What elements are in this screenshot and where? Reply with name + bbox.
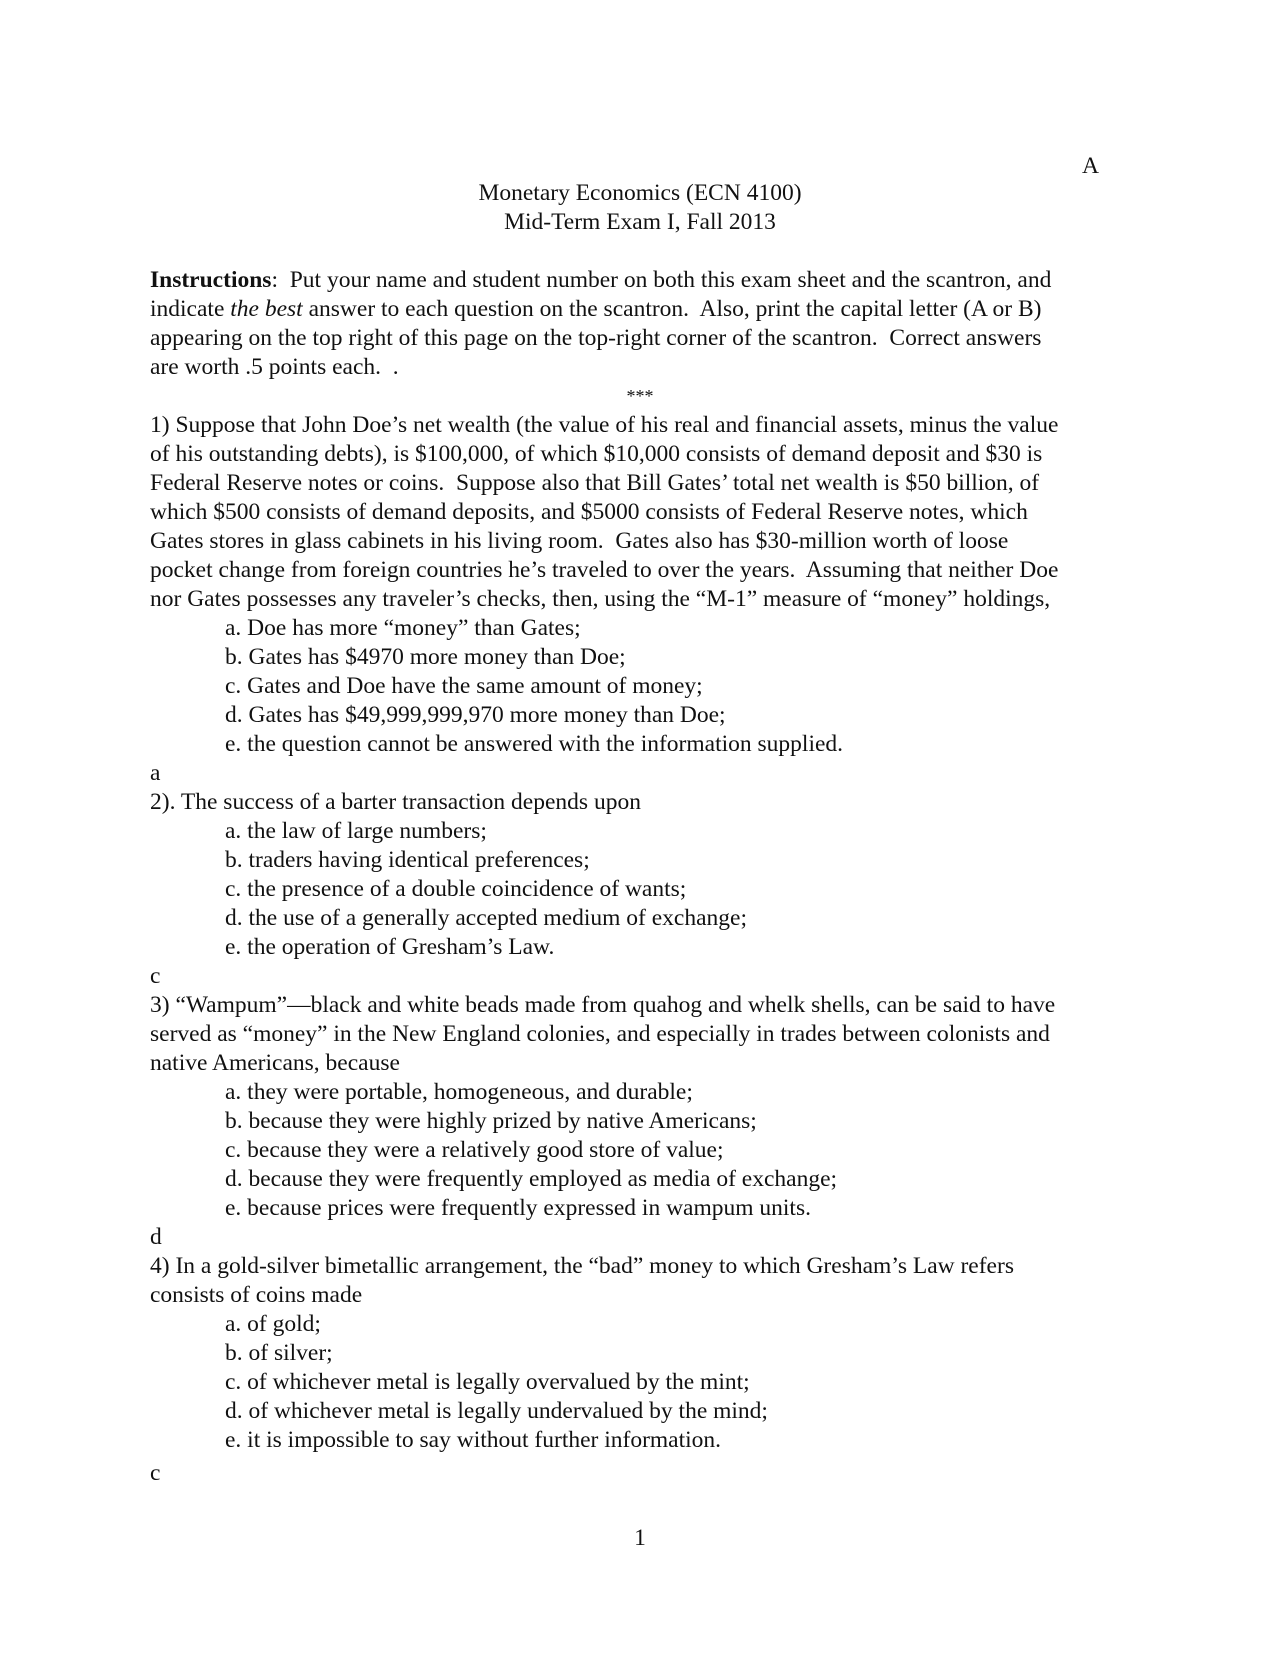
question-text-line: Federal Reserve notes or coins. Suppose also that Bill Gates’ total net wealth is $50 billion, of: [150, 470, 1040, 496]
page-number: 1: [634, 1525, 646, 1551]
answer-option: b. traders having identical preferences;: [225, 847, 590, 873]
answer-option: b. of silver;: [225, 1340, 333, 1366]
question-text-line: native Americans, because: [150, 1050, 400, 1076]
answer-key: a: [150, 760, 161, 786]
answer-option: d. because they were frequently employed as media of exchange;: [225, 1166, 838, 1192]
answer-option: c. Gates and Doe have the same amount of money;: [225, 673, 703, 699]
answer-key: d: [150, 1224, 162, 1250]
instructions-line-2: indicate the best answer to each question on the scantron. Also, print the capital letter (A or B): [150, 296, 1042, 322]
question-text-line: which $500 consists of demand deposits, and $5000 consists of Federal Reserve notes, which: [150, 499, 1028, 525]
instructions-label: Instructions: [150, 267, 272, 293]
answer-option: e. the question cannot be answered with the information supplied.: [225, 731, 844, 757]
question-text-line: nor Gates possesses any traveler’s checks, then, using the “M-1” measure of “money” holdings,: [150, 586, 1051, 612]
instructions: [150, 266, 1150, 382]
answer-option: d. Gates has $49,999,999,970 more money than Doe;: [225, 702, 726, 728]
exam-version-letter: A: [1082, 153, 1099, 179]
question-text-line: consists of coins made: [150, 1282, 363, 1308]
question-text-line: 1) Suppose that John Doe’s net wealth (the value of his real and financial assets, minus the value: [150, 412, 1059, 438]
answer-option: a. they were portable, homogeneous, and durable;: [225, 1079, 693, 1105]
exam-header: [150, 179, 1130, 237]
answer-option: a. of gold;: [225, 1311, 321, 1337]
emphasis-the-best: the best: [230, 296, 303, 322]
exam-body: [150, 266, 1150, 1488]
question-1: [150, 411, 1150, 788]
instructions-line-4: are worth .5 points each. .: [150, 354, 399, 380]
answer-option: d. of whichever metal is legally undervalued by the mind;: [225, 1398, 768, 1424]
answer-option: c. the presence of a double coincidence of wants;: [225, 876, 687, 902]
answer-option: a. Doe has more “money” than Gates;: [225, 615, 581, 641]
question-text-line: 2). The success of a barter transaction depends upon: [150, 789, 641, 815]
answer-option: d. the use of a generally accepted medium of exchange;: [225, 905, 747, 931]
answer-key: c: [150, 963, 161, 989]
question-text-line: 3) “Wampum”—black and white beads made from quahog and whelk shells, can be said to have: [150, 992, 1056, 1018]
answer-option: c. of whichever metal is legally overvalued by the mint;: [225, 1369, 750, 1395]
answer-option: e. the operation of Gresham’s Law.: [225, 934, 555, 960]
instructions-line-1: Instructions: Put your name and student number on both this exam sheet and the scantron, and: [150, 267, 1052, 293]
instructions-line-3: appearing on the top right of this page on the top-right corner of the scantron. Correct answers: [150, 325, 1042, 351]
answer-option: e. it is impossible to say without further information.: [225, 1427, 722, 1453]
question-2: [150, 788, 1150, 991]
answer-key: c: [150, 1460, 161, 1486]
question-text-line: of his outstanding debts), is $100,000, of which $10,000 consists of demand deposit and $30 is: [150, 441, 1043, 467]
answer-option: b. Gates has $4970 more money than Doe;: [225, 644, 626, 670]
answer-option: c. because they were a relatively good store of value;: [225, 1137, 724, 1163]
question-text-line: Gates stores in glass cabinets in his living room. Gates also has $30-million worth of loose: [150, 528, 1009, 554]
answer-option: e. because prices were frequently expressed in wampum units.: [225, 1195, 811, 1221]
answer-option: b. because they were highly prized by native Americans;: [225, 1108, 757, 1134]
question-text-line: 4) In a gold-silver bimetallic arrangement, the “bad” money to which Gresham’s Law refers: [150, 1253, 1014, 1279]
exam-title: Mid-Term Exam I, Fall 2013: [504, 209, 776, 235]
question-3: [150, 991, 1150, 1252]
course-title: Monetary Economics (ECN 4100): [478, 180, 802, 206]
question-4: [150, 1252, 1150, 1488]
separator: ***: [626, 386, 654, 406]
answer-option: a. the law of large numbers;: [225, 818, 487, 844]
question-text-line: served as “money” in the New England colonies, and especially in trades between colonists and: [150, 1021, 1050, 1047]
question-text-line: pocket change from foreign countries he’s traveled to over the years. Assuming that neither Doe: [150, 557, 1059, 583]
